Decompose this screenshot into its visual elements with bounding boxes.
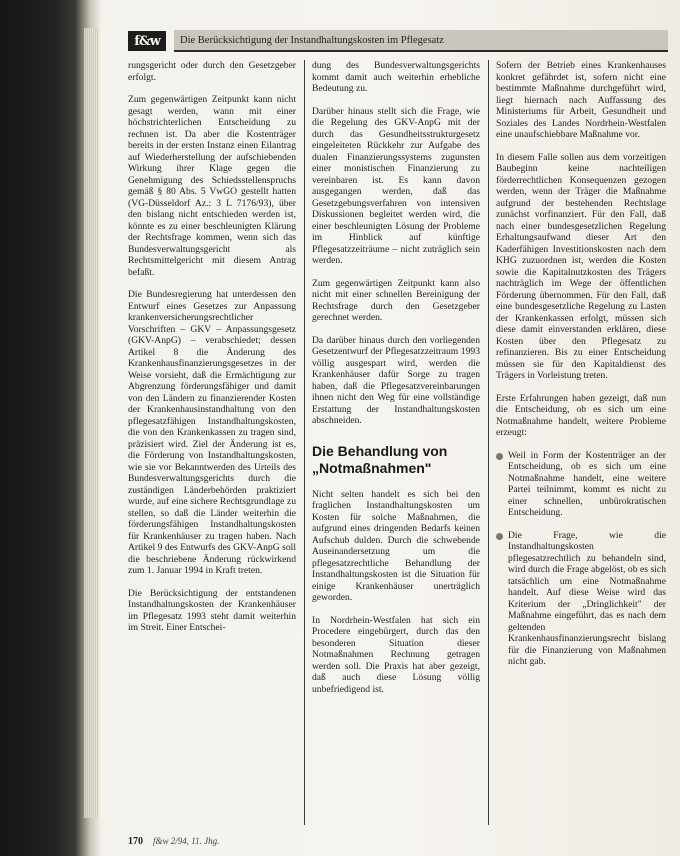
paragraph: dung des Bundesverwaltungsgerichts kommt damit auch weiterhin erhebliche Bedeutung zu. [312, 60, 480, 94]
paragraph: Zum gegenwärtigen Zeitpunkt kann nicht gesagt werden, wann mit einer höchstrichterlichen Entscheidung zu rechnen ist. Da aber die Kostenträger bereits in der ersten Instanz einen Eilantrag auf Wiederherstellung der aufschiebenden Wirkung ihrer Klage gegen die Genehmigung des Schiedsstellenspruchs gemäß § 80 Abs. 5 VwGO gestellt hatten (VG-Düsseldorf Az.: 3 L 7176/93), über den bislang nicht entschieden werden ist, könnte es zu einer beschleunigten Klärung der Rechtsfrage kommen, wenn sich das Bundesverwaltungsgericht als Rechtsmittelgericht mit diesem Antrag befaßt. [128, 94, 296, 278]
list-item: Weil in Form der Kostenträger an der Entscheidung, ob es sich um eine Notmaßnahme handelt, eine weitere Partei teilnimmt, kommt es nicht zu einer schnellen, unbürokratischen Entscheidung. [496, 450, 666, 519]
text-column-2 [312, 60, 480, 706]
list-item: Die Frage, wie die Instandhaltungskosten pflegesatzrechtlich zu behandeln sind, wird durch die Frage abgelöst, ob es sich tatsächlich um eine Notmaßnahme handelt. Auf diese Weise wird das Kriterium der „Dringlichkeit" der Maßnahme eingeführt, das es nach dem geltenden Krankenhausfinanzierungsrecht bislang für die Finanzierung von Maßnahmen nicht gab. [496, 530, 666, 668]
paragraph: Erste Erfahrungen haben gezeigt, daß nun die Entscheidung, ob es sich um eine Notmaßnahme handelt, weitere Probleme erzeugt: [496, 392, 666, 438]
paragraph: In diesem Falle sollen aus dem vorzeitigen Baubeginn keine nachteiligen förderrechtlichen Konsequenzen gezogen werden, wenn der Träger die Maßnahme aufgrund der bestehenden Rechtslage zunächst vorfinanziert. Für den Fall, daß nach einer bundesgesetzlichen Regelung Erhaltungsaufwand dieser Art den Kaderfähigen Investitionskosten nach dem KHG zuzuordnen ist, werden die Kosten sowie die Kapitalnutzkosten des Trägers nachträglich im Wege der öffentlichen Förderung übernommen. Für den Fall, daß eine bundesgesetzliche Regelung zu Lasten der Krankenkassen erfolgt, müssen sich diese damit einverstanden erklären, diese Kosten über den Pflegesatz zu refinanzieren. Bis zu einer Entscheidung müssen sie für den Kapitaldienst des Trägers in Vorleistung treten. [496, 151, 666, 381]
header-title: Die Berücksichtigung der Instandhaltungskosten im Pflegesatz [174, 30, 668, 52]
publication-info: f&w 2/94, 11. Jhg. [153, 836, 220, 846]
paragraph: Sofern der Betrieb eines Krankenhauses konkret gefährdet ist, sofern nicht eine bestimmte Maßnahme durchgeführt wird, liegt hiernach nach Auffassung des Ministeriums für Arbeit, Gesundheit und Soziales des Landes Nordrhein-Westfalen eine unaufschiebbare Maßnahme vor. [496, 60, 666, 140]
page-number: 170 [128, 835, 143, 847]
paragraph: Da darüber hinaus durch den vorliegenden Gesetzentwurf der Pflegesatzzeitraum 1993 völlig ausgespart wird, werden die Krankenhäuser dafür Sorge zu tragen haben, daß die Pflegesatzvereinbarungen ihnen nicht den Weg für eine vollständige Erstattung der Instandhaltungskosten abschneiden. [312, 334, 480, 426]
column-divider [304, 60, 305, 825]
journal-logo: f&w [128, 31, 166, 51]
paragraph: Nicht selten handelt es sich bei den fraglichen Instandhaltungskosten um Kosten für solche Maßnahmen, die aufgrund eines dringenden Bedarfs keinen Aufschub dulden. Durch die schwebende Auseinandersetzung um die pflegesatzrechtliche Behandlung der Instandhaltungskosten ist die Situation für einige Krankenhäuser unerträglich geworden. [312, 488, 480, 603]
section-heading: Die Behandlung von „Notmaßnahmen" [312, 442, 448, 476]
paragraph: Die Bundesregierung hat unterdessen den Entwurf eines Gesetzes zur Anpassung krankenversicherungsrechtlicher Vorschriften – GKV – Anpassungsgesetz (GKV-AnpG) – verabschiedet; dessen Artikel 8 die Änderung des Krankenhausfinanzierungsgesetzes in der Weise vorsieht, daß die Ermächtigung zur Abgrenzung förderungsfähiger und damit von den Ländern zu finanzierender Kosten der Krankenhausinstandhaltung von den pflegesatzfähigen Instandhaltungskosten, die von den Krankenkassen zu tragen sind, präzisiert wird. Ziel der Änderung ist es, die Förderung von Instandhaltungskosten, wie sie vor Bekanntwerden des Urteils des Bundesverwaltungsgerichts durch die zuständigen Länderbehörden praktiziert wurde, auf eine sichere Rechtsgrundlage zu stellen, so daß die Länder weiterhin die förderungsfähigen Instandhaltungskosten für Krankenhäuser zu tragen haben. Nach Artikel 9 des Entwurfs des GKV-AnpG soll die beschriebene Änderung rückwirkend zum 1. Januar 1994 in Kraft treten. [128, 289, 296, 576]
book-spine-shadow [0, 0, 100, 856]
page-footer [128, 834, 428, 848]
paragraph: rungsgericht oder durch den Gesetzgeber erfolgt. [128, 60, 296, 83]
paragraph: Die Berücksichtigung der entstandenen Instandhaltungskosten der Krankenhäuser im Pflegesatz 1993 steht damit weiterhin im Streit. Einer Entschei- [128, 587, 296, 633]
running-header [128, 30, 668, 52]
column-divider [488, 60, 489, 825]
text-column-3 [496, 60, 666, 679]
paragraph: Zum gegenwärtigen Zeitpunkt kann also nicht mit einer schnellen Bereinigung der Rechtsfrage durch den Gesetzgeber gerechnet werden. [312, 277, 480, 323]
paragraph: In Nordrhein-Westfalen hat sich ein Procedere eingebürgert, durch das den besonderen Situation dieser Notmaßnahmen Rechnung getragen werden soll. Die Praxis hat aber gezeigt, daß auch diese Lösung völlig unbefriedigend ist. [312, 614, 480, 695]
text-column-1 [128, 60, 296, 645]
bullet-list [496, 450, 666, 668]
paragraph: Darüber hinaus stellt sich die Frage, wie die Regelung des GKV-AnpG mit der durch das Gesundheitsstrukturgesetz eingeleiteten Rückkehr zur Aufgabe des dualen Finanzierungssystems zugunsten einer monistischen Finanzierung zu vereinbaren ist. Es kann davon ausgegangen werden, daß das Gesetzgebungsverfahren von intensiven Diskussionen begleitet werden wird, die einer beschleunigten Lösung der Probleme im Hinblick auf künftige Pflegesatzzeiträume – nicht zuträglich sein werden. [312, 105, 480, 266]
